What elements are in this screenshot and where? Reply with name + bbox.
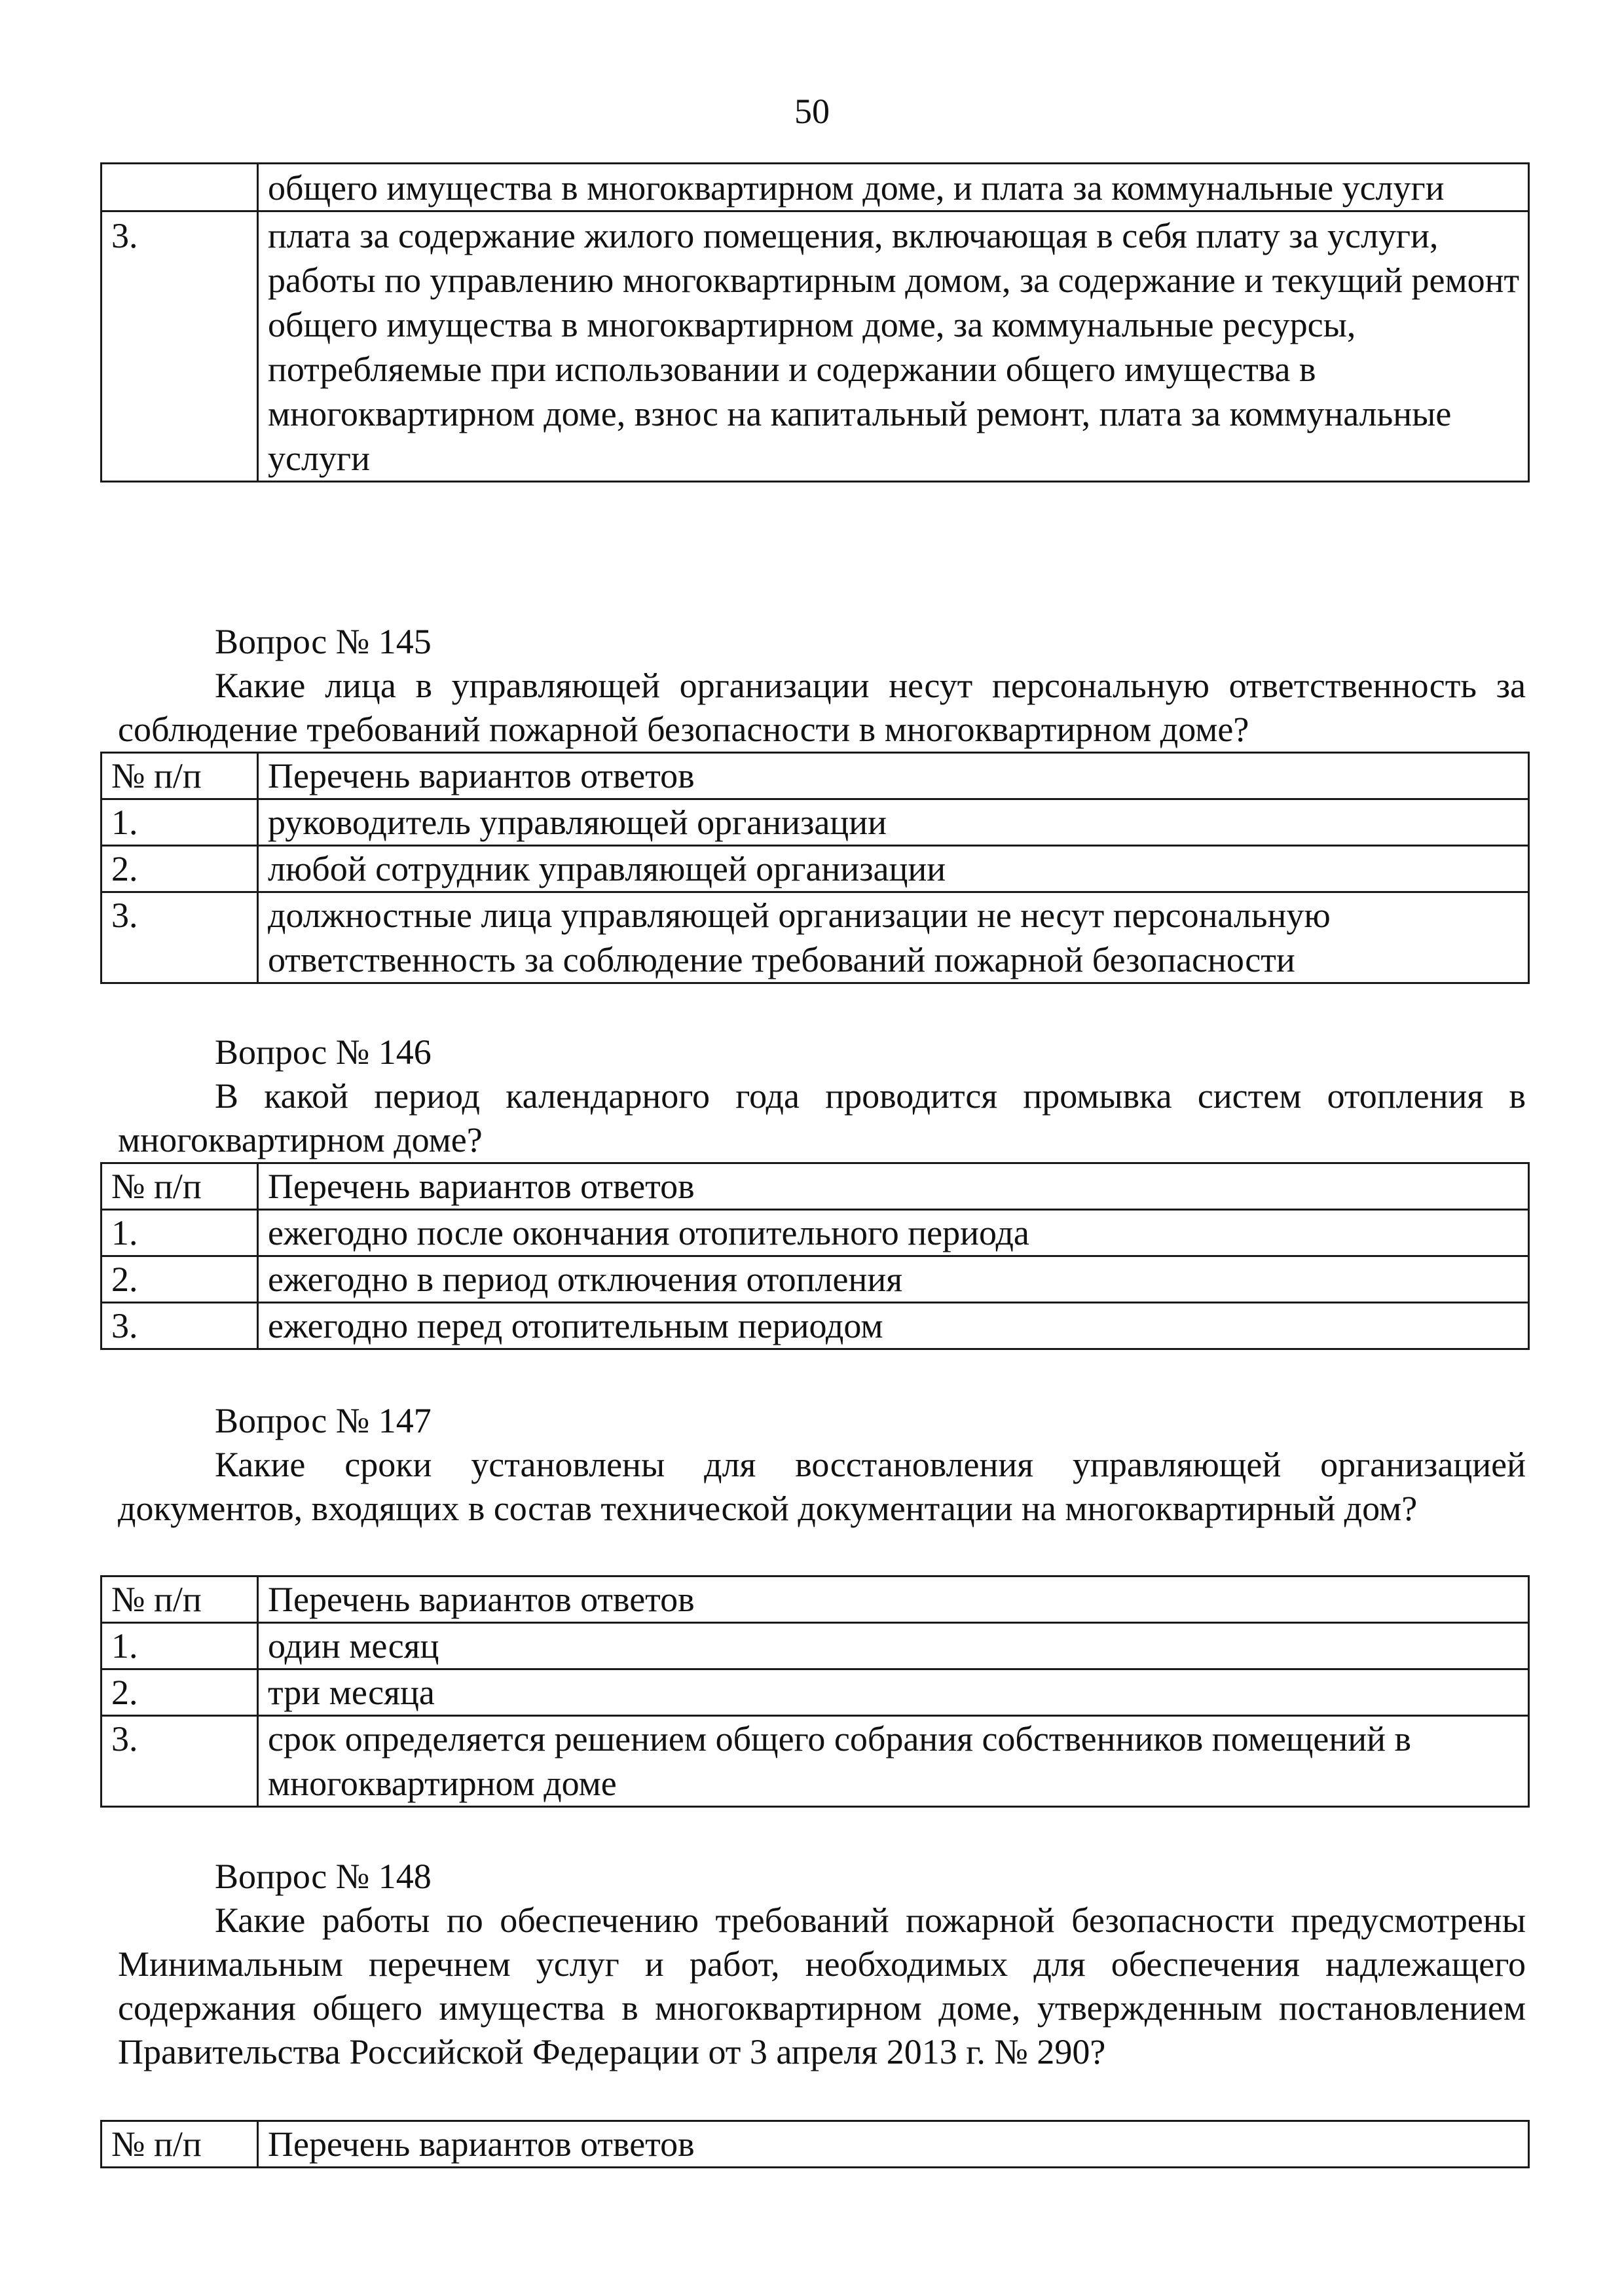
answer-table [100, 1575, 1530, 1808]
answer-number: 1. [101, 799, 258, 846]
answer-text: плата за содержание жилого помещения, включающая в себя плату за услуги, работы по управлению многоквартирным домом, за содержание и текущий ремонт общего имущества в многоквартирном доме, за коммунальные ресурсы, потребляемые при использовании и содержании общего имущества в многоквартирном доме, взнос на капитальный ремонт, плата за коммунальные услуги [258, 211, 1529, 482]
table-header-row [101, 2121, 1529, 2168]
question-text: Какие сроки установлены для восстановления управляющей организацией документов, входящих в состав технической документации на многоквартирный дом? [118, 1445, 1526, 1528]
answer-text: срок определяется решением общего собрания собственников помещений в многоквартирном доме [258, 1716, 1529, 1807]
answer-text: ежегодно в период отключения отопления [258, 1256, 1529, 1303]
answer-table [100, 2120, 1530, 2168]
table-row [101, 1303, 1529, 1349]
table-header-row [101, 1576, 1529, 1623]
answer-text: любой сотрудник управляющей организации [258, 846, 1529, 892]
answer-text: должностные лица управляющей организации не несут персональную ответственность за соблюдение требований пожарной безопасности [258, 892, 1529, 983]
answer-table [100, 752, 1530, 984]
answer-number: 3. [101, 211, 258, 482]
table-header-row [101, 1163, 1529, 1210]
table-row [101, 1210, 1529, 1256]
answer-number: 2. [101, 846, 258, 892]
column-header-answers: Перечень вариантов ответов [258, 1576, 1529, 1623]
question-text: Какие лица в управляющей организации несут персональную ответственность за соблюдение требований пожарной безопасности в многоквартирном доме? [118, 666, 1526, 749]
answer-number: 3. [101, 1303, 258, 1349]
question-text: В какой период календарного года проводится промывка систем отопления в многоквартирном доме? [118, 1076, 1526, 1159]
column-header-number: № п/п [101, 1163, 258, 1210]
answer-number: 1. [101, 1623, 258, 1669]
question-title: Вопрос № 146 [215, 1032, 432, 1072]
column-header-answers: Перечень вариантов ответов [258, 2121, 1529, 2168]
answer-number: 3. [101, 892, 258, 983]
column-header-number: № п/п [101, 1576, 258, 1623]
answer-number: 1. [101, 1210, 258, 1256]
page-number: 50 [794, 92, 830, 131]
answer-text: один месяц [258, 1623, 1529, 1669]
table-row [101, 211, 1529, 482]
answer-text: ежегодно перед отопительным периодом [258, 1303, 1529, 1349]
table-row [101, 1256, 1529, 1303]
table-row [101, 799, 1529, 846]
question-text: Какие работы по обеспечению требований пожарной безопасности предусмотрены Минимальным перечнем услуг и работ, необходимых для обеспечения надлежащего содержания общего имущества в многоквартирном доме, утвержденным постановлением Правительства Российской Федерации от 3 апреля 2013 г. № 290? [118, 1901, 1526, 2071]
table-header-row [101, 753, 1529, 799]
table-row [101, 1669, 1529, 1716]
answer-table [100, 1162, 1530, 1350]
answer-text: три месяца [258, 1669, 1529, 1716]
table-row [101, 1623, 1529, 1669]
answer-number [101, 164, 258, 211]
column-header-number: № п/п [101, 2121, 258, 2168]
column-header-answers: Перечень вариантов ответов [258, 1163, 1529, 1210]
table-row [101, 164, 1529, 211]
question-title: Вопрос № 147 [215, 1401, 432, 1440]
answer-text: общего имущества в многоквартирном доме, и плата за коммунальные услуги [258, 164, 1529, 211]
table-row [101, 846, 1529, 892]
table-row [101, 892, 1529, 983]
question-title: Вопрос № 145 [215, 622, 432, 661]
answer-text: ежегодно после окончания отопительного периода [258, 1210, 1529, 1256]
answer-number: 2. [101, 1669, 258, 1716]
answer-number: 3. [101, 1716, 258, 1807]
answer-text: руководитель управляющей организации [258, 799, 1529, 846]
answer-number: 2. [101, 1256, 258, 1303]
column-header-number: № п/п [101, 753, 258, 799]
top-answer-table [100, 162, 1530, 483]
question-title: Вопрос № 148 [215, 1857, 432, 1896]
table-row [101, 1716, 1529, 1807]
column-header-answers: Перечень вариантов ответов [258, 753, 1529, 799]
